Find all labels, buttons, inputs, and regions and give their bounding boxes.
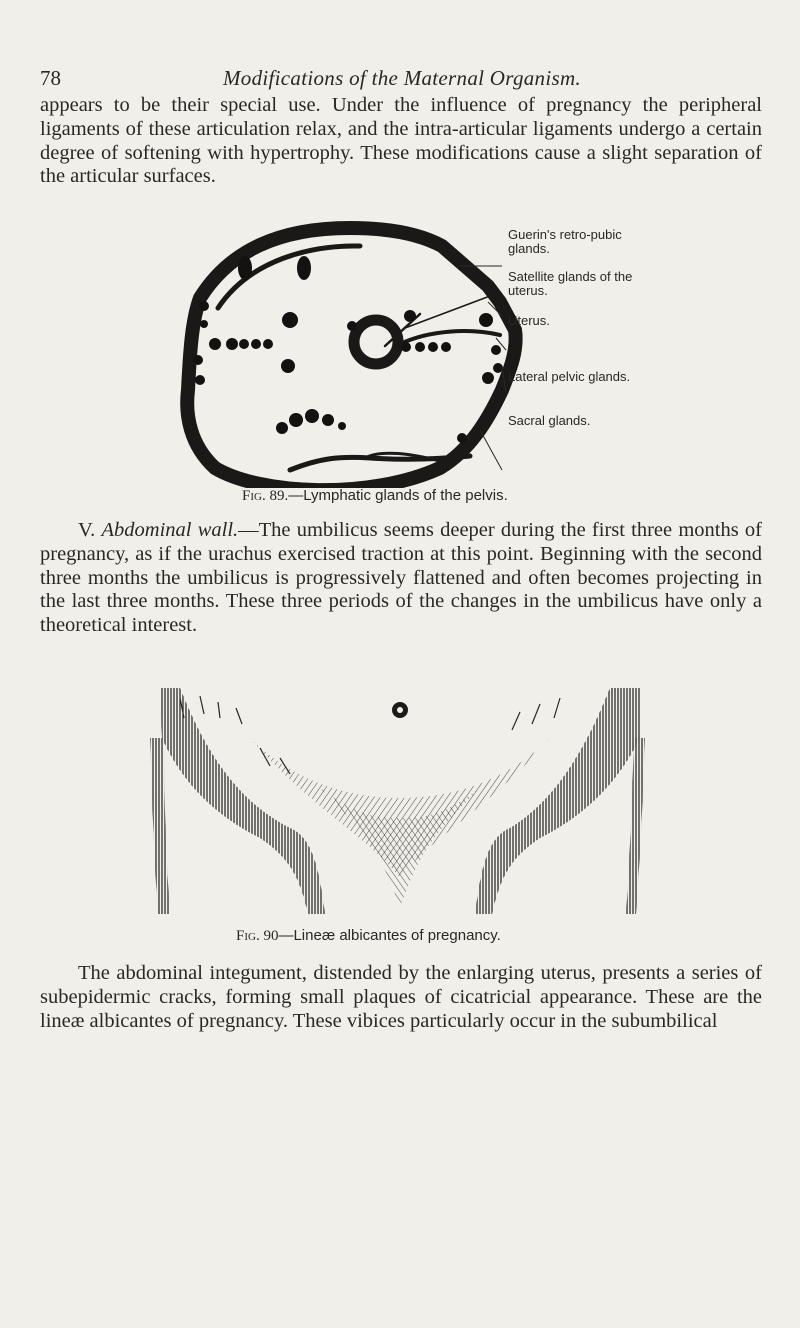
paragraph-intro: appears to be their special use. Under the influence of pregnancy the peripheral ligaments of these articulation relax, and the intra-articular ligaments undergo a certain degree of softening with hypertrophy. These modifications cause a slight separation of the articular surfaces.	[40, 94, 762, 188]
label-sacral-glands: Sacral glands.	[508, 413, 591, 428]
page-number: 78	[40, 66, 61, 90]
pelvis-outline	[187, 228, 515, 488]
page-header	[0, 66, 800, 96]
gland-top-right	[297, 256, 311, 280]
running-title: Modifications of the Maternal Organism.	[223, 66, 581, 90]
figure-89-lymphatic-glands	[170, 220, 610, 488]
section-v-abdominal-wall: V. Abdominal wall.—The umbilicus seems deeper during the first three months of pregnancy, as if the urachus exercised traction at this point. Beginning with the second three months the umbilicus is progressively flattened and often becomes projecting in the last three months. These three periods of the changes in the umbilicus have only a theoretical interest.	[40, 519, 762, 637]
paragraph-integument: The abdominal integument, distended by the enlarging uterus, presents a series of subepidermic cracks, forming small plaques of cicatricial appearance. These are the lineæ albicantes of pregnancy. These vibices particularly occur in the subumbilical	[40, 962, 762, 1032]
figure-90-caption: Fig. 90—Lineæ albicantes of pregnancy.	[236, 927, 501, 944]
abdomen-illustration	[140, 678, 660, 918]
gland-top-left	[238, 256, 252, 280]
uterus-ring	[354, 320, 398, 364]
label-satellite-glands: Satellite glands of the uterus.	[508, 269, 633, 298]
pelvis-diagram	[170, 220, 610, 488]
section-heading: Abdominal wall.	[101, 519, 239, 541]
label-guerin-glands: Guerin's retro-pubic glands.	[508, 227, 622, 256]
figure-90-lineae-albicantes	[140, 678, 660, 918]
label-lateral-pelvic-glands: Lateral pelvic glands.	[508, 369, 631, 384]
label-uterus: Uterus.	[508, 313, 550, 328]
figure-89-caption: Fig. 89.—Lymphatic glands of the pelvis.	[242, 487, 508, 504]
